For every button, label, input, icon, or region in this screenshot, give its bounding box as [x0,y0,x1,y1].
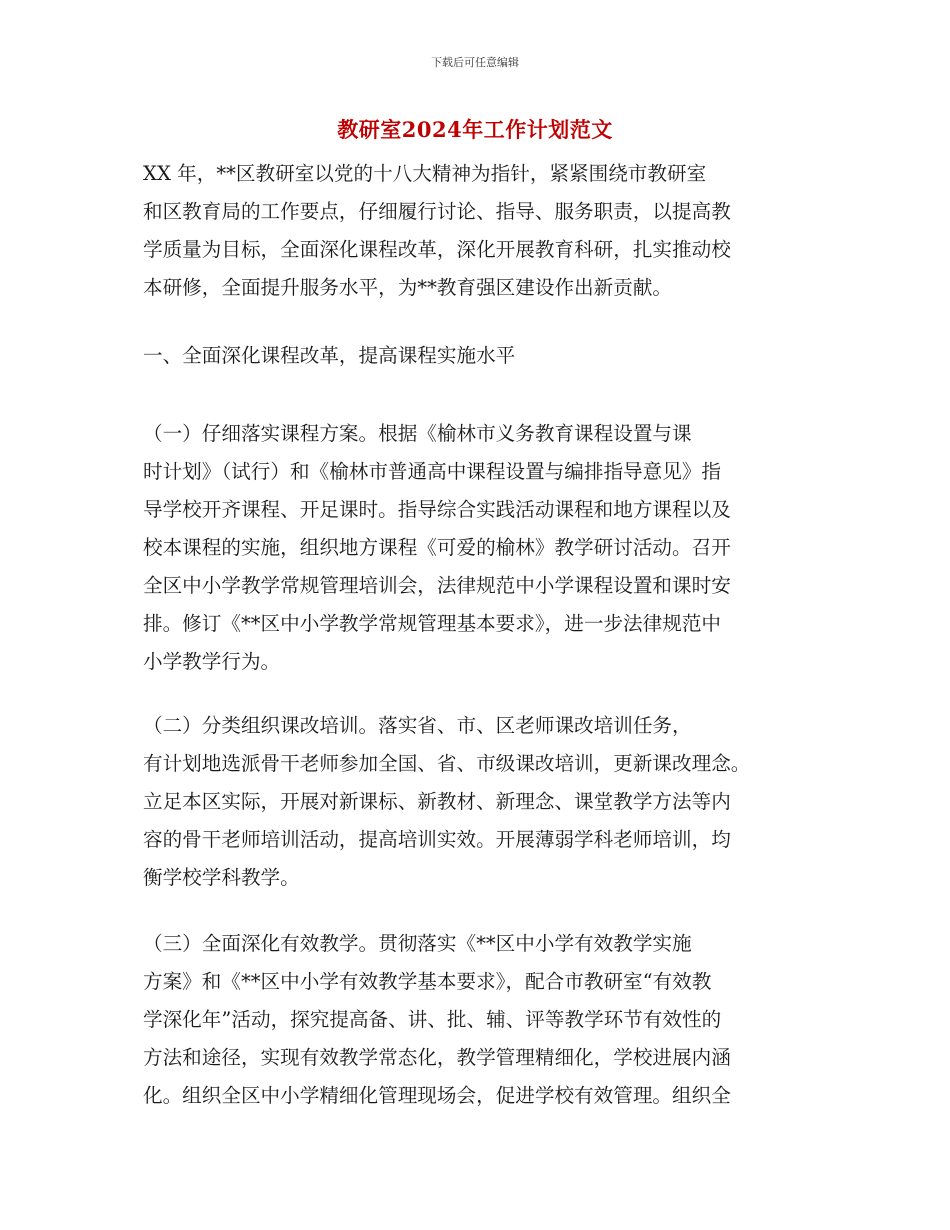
item3-line: （三）全面深化有效教学。贯彻落实《**区中小学有效教学实施 [143,932,692,955]
section-heading-line: 一、全面深化课程改革，提高课程实施水平 [143,344,516,367]
item1-line: 导学校开齐课程、开足课时。指导综合实践活动课程和地方课程以及 [143,498,731,521]
item3-paragraph [143,925,808,1115]
item3-line: 方案》和《**区中小学有效教学基本要求》，配合市教研室“有效教 [143,970,712,993]
page-header-note: 下载后可任意编辑 [431,56,519,69]
item1-line: 全区中小学教学常规管理培训会，法律规范中小学课程设置和课时安 [143,574,731,597]
item1-line: （一）仔细落实课程方案。根据《榆林市义务教育课程设置与课 [143,422,692,445]
item1-line: 时计划》（试行）和《榆林市普通高中课程设置与编排指导意见》指 [143,460,722,483]
item1-line: 排。修订《**区中小学教学常规管理基本要求》，进一步法律规范中 [143,612,722,635]
item3-line: 化。组织全区中小学精细化管理现场会，促进学校有效管理。组织全 [143,1084,731,1107]
intro-line: XX 年，**区教研室以党的十八大精神为指针，紧紧围绕市教研室 [143,162,707,185]
item3-line: 学深化年”活动，探究提高备、讲、批、辅、评等教学环节有效性的 [143,1008,722,1031]
item1-paragraph [143,415,808,681]
item2-line: 衡学校学科教学。 [143,866,300,889]
item2-paragraph [143,707,808,897]
intro-line: 和区教育局的工作要点，仔细履行讨论、指导、服务职责，以提高教 [143,200,731,223]
item3-line: 方法和途径，实现有效教学常态化，教学管理精细化，学校进展内涵 [143,1046,731,1069]
intro-line: 学质量为目标，全面深化课程改革，深化开展教育科研，扎实推动校 [143,238,731,261]
section1-heading [143,337,808,375]
document-title: 教研室2024年工作计划范文 [337,117,613,142]
intro-line: 本研修，全面提升服务水平，为**教育强区建设作出新贡献。 [143,276,673,299]
item2-line: 有计划地选派骨干老师参加全国、省、市级课改培训，更新课改理念。 [143,752,751,775]
item2-line: 立足本区实际，开展对新课标、新教材、新理念、课堂教学方法等内 [143,790,731,813]
intro-paragraph [143,155,808,307]
item1-line: 小学教学行为。 [143,650,281,673]
item2-line: 容的骨干老师培训活动，提高培训实效。开展薄弱学科老师培训，均 [143,828,731,851]
item2-line: （二）分类组织课改培训。落实省、市、区老师课改培训任务， [143,714,692,737]
item1-line: 校本课程的实施，组织地方课程《可爱的榆林》教学研讨活动。召开 [143,536,731,559]
